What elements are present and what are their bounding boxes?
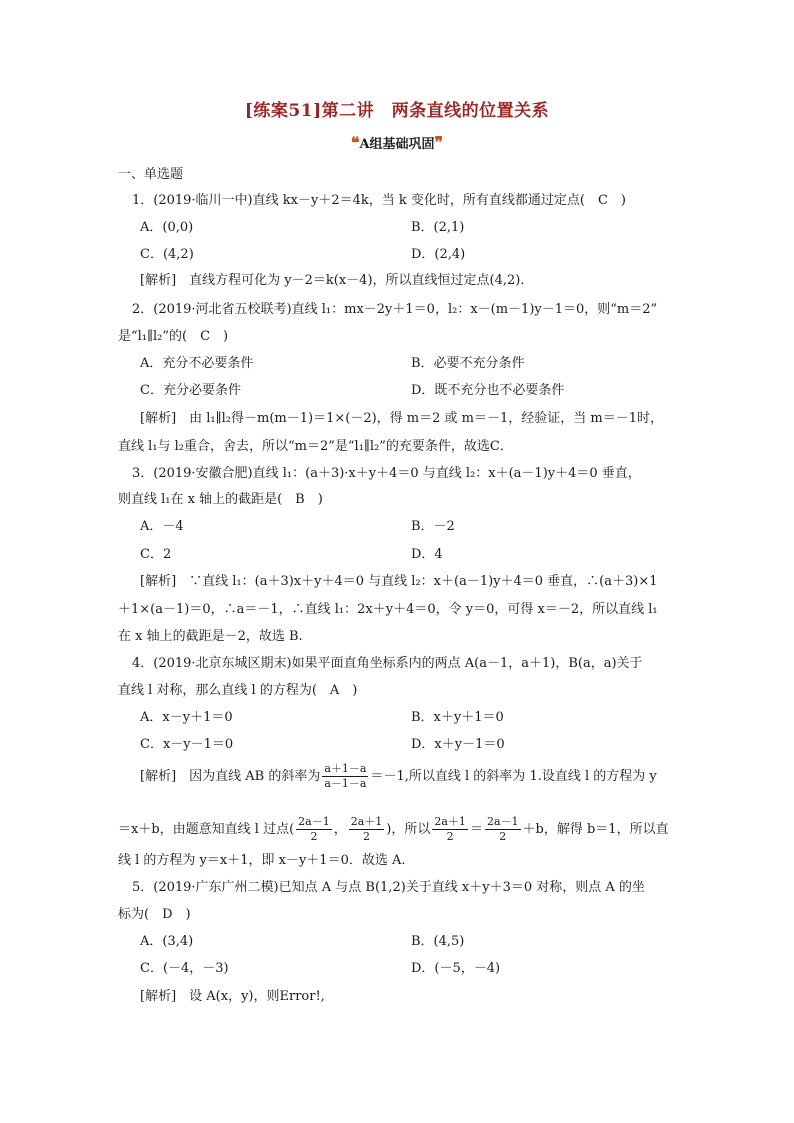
q3-option-c: C．2: [140, 547, 172, 562]
q2-option-a: A．充分不必要条件: [140, 356, 254, 371]
q3-stem-line2: 则直线 l₁在 x 轴上的截距是( B ): [118, 492, 323, 507]
q4-stem-line1: 4．(2019·北京东城区期末)如果平面直角坐标系内的两点 A(a－1，a＋1)，B(a，a)关于: [132, 656, 643, 671]
q5-option-c: C．(－4，－3): [140, 961, 229, 976]
q1-option-a: A．(0,0): [140, 220, 194, 235]
q2-option-d: D．既不充分也不必要条件: [411, 383, 565, 398]
q1-option-d: D．(2,4): [411, 247, 466, 262]
group-label: A组基础巩固: [359, 137, 435, 152]
q3-option-a: A．－4: [140, 519, 184, 534]
q2-analysis-line2: 直线 l₁与 l₂重合，舍去，所以“m＝2”是“l₁∥l₂”的充要条件，故选C．: [118, 439, 513, 454]
point-y-fraction: $\frac{2a+1}{2}$: [350, 815, 383, 843]
q1-option-b: B．(2,1): [411, 220, 465, 235]
q4-analysis-line1: [解析] 因为直线 AB 的斜率为 $\frac{a+1-a}{a-1-a}$ ＝－1,所以直线 l 的斜率为 1.设直线 l 的方程为 y: [140, 762, 657, 790]
q1-option-c: C．(4,2): [140, 247, 194, 262]
rhs-fraction: $\frac{2a-1}{2}$: [486, 815, 519, 843]
point-x-fraction: $\frac{2a-1}{2}$: [298, 815, 330, 843]
q4-option-a: A．x－y＋1＝0: [140, 710, 233, 725]
q2-analysis-line1: [解析] 由 l₁∥l₂得－m(m－1)＝1×(－2)，得 m＝2 或 m＝－1，经验证，当 m＝－1时，: [140, 411, 663, 426]
q5-option-b: B．(4,5): [411, 934, 465, 949]
slope-fraction: $\frac{a+1-a}{a-1-a}$: [324, 762, 367, 790]
q4-stem-line2: 直线 l 对称，那么直线 l 的方程为( A ): [118, 683, 358, 698]
q4-option-c: C．x－y－1＝0: [140, 737, 234, 752]
group-heading: [0, 133, 794, 152]
quote-open-icon: ❝: [350, 133, 360, 152]
q4-option-b: B．x＋y＋1＝0: [411, 710, 504, 725]
section-heading: 一、单选题: [118, 167, 184, 182]
q5-analysis: [解析] 设 A(x，y)，则Error!,: [140, 989, 325, 1004]
q2-option-c: C．充分必要条件: [140, 383, 241, 398]
q3-analysis-line3: 在 x 轴上的截距是－2，故选 B.: [118, 629, 303, 644]
q3-analysis-line1: [解析] ∵直线 l₁：(a＋3)x＋y＋4＝0 与直线 l₂：x＋(a－1)y＋4＝0 垂直，∴(a＋3)×1: [140, 574, 658, 589]
q3-analysis-line2: ＋1×(a－1)＝0，∴a＝－1，∴直线 l₁：2x＋y＋4＝0，令 y＝0，可得 x＝－2，所以直线 l₁: [118, 602, 658, 617]
lhs-fraction: $\frac{2a+1}{2}$: [434, 815, 466, 843]
q3-option-b: B．－2: [411, 519, 455, 534]
q4-option-d: D．x＋y－1＝0: [411, 737, 505, 752]
quote-close-icon: ❞: [434, 133, 444, 152]
q5-option-a: A．(3,4): [140, 934, 194, 949]
q5-option-d: D．(－5，－4): [411, 961, 501, 976]
q4-analysis-line3: 线 l 的方程为 y＝x＋1，即 x－y＋1＝0．故选 A.: [118, 853, 406, 868]
q3-option-d: D．4: [411, 547, 443, 562]
q3-stem-line1: 3．(2019·安徽合肥)直线 l₁：(a＋3)·x＋y＋4＝0 与直线 l₂：x＋(a－1)y＋4＝0 垂直，: [132, 466, 641, 481]
q4-analysis-line2: ＝x＋b，由题意知直线 l 过点( $\frac{2a-1}{2}$ ， $\frac{2a+1}{2}$ )，所以 $\frac{2a+1}{2}$ ＝ $\frac{2a-1}{2}$ ＋b，解得 b＝1，所以直: [118, 815, 669, 843]
q2-option-b: B．必要不充分条件: [411, 356, 525, 371]
q5-stem-line2: 标为( D ): [118, 907, 191, 922]
page-title: [练案51]第二讲 两条直线的位置关系: [244, 101, 550, 121]
q2-stem-line1: 2．(2019·河北省五校联考)直线 l₁：mx－2y＋1＝0，l₂：x－(m－1)y－1＝0，则“m＝2”: [132, 302, 658, 317]
q1-analysis: [解析] 直线方程可化为 y－2＝k(x－4)，所以直线恒过定点(4,2)．: [140, 273, 534, 288]
q2-stem-line2: 是“l₁∥l₂”的( C ): [118, 329, 229, 344]
q5-stem-line1: 5．(2019·广东广州二模)已知点 A 与点 B(1,2)关于直线 x＋y＋3＝0 对称，则点 A 的坐: [132, 880, 645, 895]
q1-stem: 1．(2019·临川一中)直线 kx－y＋2＝4k，当 k 变化时，所有直线都通过定点( C ): [132, 193, 626, 208]
